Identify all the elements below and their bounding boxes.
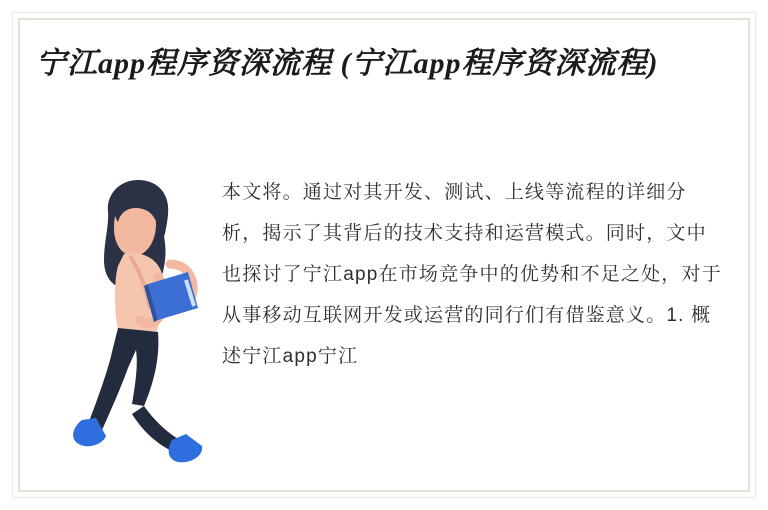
walking-woman-with-book-icon (62, 168, 222, 468)
page-title: 宁江app程序资深流程 (宁江app程序资深流程) (36, 47, 659, 80)
article-body: 本文将。通过对其开发、测试、上线等流程的详细分析，揭示了其背后的技术支持和运营模式。同时，文中也探讨了宁江app在市场竞争中的优势和不足之处，对于从事移动互联网开发或运营的同行们有借鉴意义。1. 概述宁江app宁江 (222, 182, 722, 367)
